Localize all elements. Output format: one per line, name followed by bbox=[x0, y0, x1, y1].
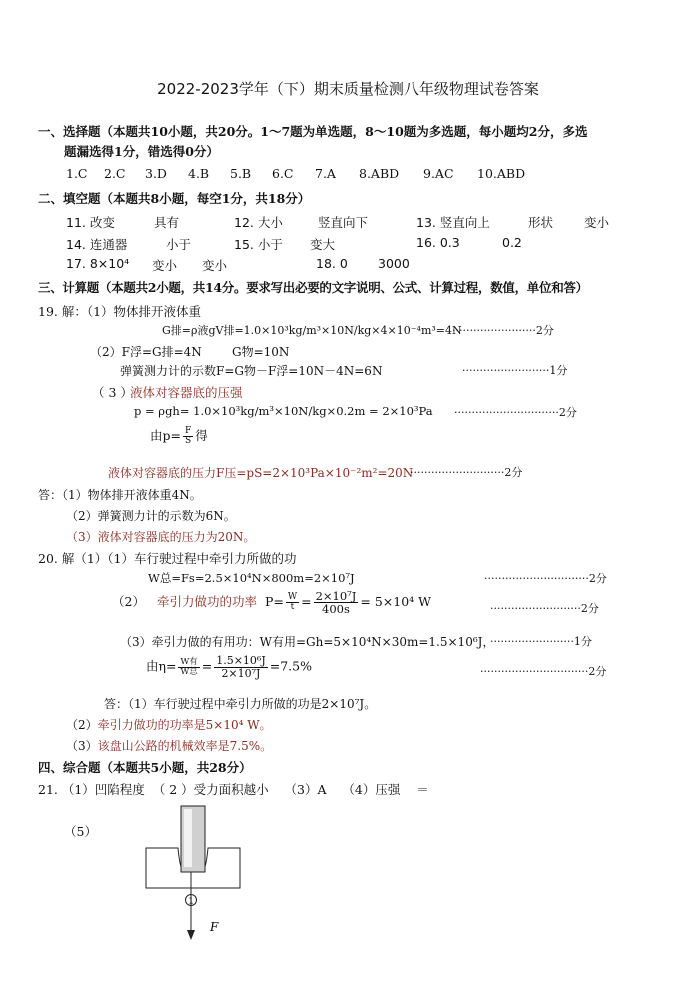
q20-eff-result: =7.5% bbox=[269, 658, 312, 674]
choice-answer: 8.ABD bbox=[359, 166, 400, 181]
section-1-heading-cont: 题漏选得1分，错选得0分） bbox=[64, 144, 219, 159]
q19-pressure-heading: 液体对容器底的压强 bbox=[130, 385, 243, 400]
q20-answer-3-text: 该盘山公路的机械效率是7.5%。 bbox=[97, 739, 273, 753]
fraction-denominator: 2×10⁷J bbox=[221, 666, 261, 680]
q19-from-text: 由p= bbox=[150, 428, 181, 443]
page-title: 2022-2023学年（下）期末质量检测八年级物理试卷答案 bbox=[157, 80, 539, 98]
section-1-heading: 一、选择题（本题共10小题，共20分。1～7题为单选题，8～10题为多选题，每小题均2分，多选 bbox=[38, 124, 588, 139]
fill-answer: 变小 bbox=[152, 258, 178, 273]
q20-power-fraction bbox=[286, 593, 299, 613]
q20-answer-2-label: （2） bbox=[66, 718, 98, 732]
q20-power-eq: P= bbox=[264, 594, 284, 610]
q20-answer-2 bbox=[66, 716, 272, 733]
q20-useful-work: （3）牵引力做的有用功：W有用=Gh=5×10⁴N×30m=1.5×10⁶J， bbox=[120, 635, 495, 649]
q20-score: ·······························2分 bbox=[480, 665, 607, 678]
q20-score: ······························2分 bbox=[484, 572, 607, 585]
q20-answer-1: 答：（1）车行驶过程中牵引力所做的功是2×10⁷J。 bbox=[104, 697, 377, 711]
fill-answer: 17. 8×10⁴ bbox=[66, 256, 130, 271]
fill-answer: 15. 小于 bbox=[234, 237, 283, 252]
fill-answer: 竖直向下 bbox=[318, 215, 369, 230]
fill-answer: 小于 bbox=[166, 237, 192, 252]
fill-answer: 11. 改变 bbox=[66, 215, 115, 230]
q20-power-result: = 5×10⁴ W bbox=[360, 594, 432, 610]
fraction-numerator: 1.5×10⁶J bbox=[216, 654, 266, 667]
q19-gpai-formula: G排=ρ液gV排=1.0×10³kg/m³×10N/kg×4×10⁻⁴m³=4N bbox=[162, 324, 462, 337]
choice-answers bbox=[66, 166, 525, 181]
q19-score: ·························1分 bbox=[462, 364, 568, 377]
q19-line-1: 19. 解：（1）物体排开液体重 bbox=[38, 304, 202, 319]
choice-answer: 7.A bbox=[315, 166, 336, 181]
q20-work-formula: W总=Fs=2.5×10⁴N×800m=2×10⁷J bbox=[148, 571, 355, 585]
q20-answer-3-label: （3） bbox=[66, 739, 98, 753]
q20-eff-fraction bbox=[178, 658, 199, 677]
q19-pressure-formula: p = ρgh= 1.0×10³kg/m³×10N/kg×0.2m = 2×10³Pa bbox=[134, 404, 433, 418]
pressing-block-highlight bbox=[184, 809, 192, 867]
choice-answer: 6.C bbox=[272, 166, 294, 181]
q19-weight: G物=10N bbox=[232, 345, 290, 359]
choice-answer: 1.C bbox=[66, 166, 88, 181]
q20-score: ··························2分 bbox=[490, 602, 599, 615]
circled-marker-label: 1 bbox=[188, 896, 194, 906]
q20-power-line bbox=[112, 590, 431, 615]
choice-answer: 10.ABD bbox=[477, 166, 526, 181]
fill-answer: 变小 bbox=[202, 258, 228, 273]
fill-answer: 13. 竖直向上 bbox=[416, 215, 490, 230]
q20-eff-prefix: 由η= bbox=[146, 658, 177, 674]
q20-score: ························1分 bbox=[490, 635, 592, 648]
q20-eff-eq: = bbox=[201, 658, 213, 674]
fill-answer: 形状 bbox=[528, 215, 554, 230]
fill-answer: 变小 bbox=[584, 215, 610, 230]
q21-answers: 21. （1）凹陷程度 （ 2 ）受力面积越小 （3）A （4）压强 ＝ bbox=[38, 782, 429, 797]
q19-answer-1: 答：（1）物体排开液体重4N。 bbox=[38, 488, 202, 502]
q19-from-suffix: 得 bbox=[195, 428, 208, 443]
q19-buoyancy: （2）F浮=G排=4N bbox=[90, 345, 202, 359]
fill-answer: 12. 大小 bbox=[234, 215, 283, 230]
fill-answer: 0.2 bbox=[502, 235, 522, 250]
choice-answer: 5.B bbox=[230, 166, 252, 181]
fraction-denominator: t bbox=[290, 602, 295, 613]
fraction-denominator: W总 bbox=[180, 666, 198, 677]
q20-answer-3 bbox=[66, 737, 272, 754]
q19-answer-2: （2）弹簧测力计的示数为6N。 bbox=[66, 509, 236, 523]
fill-answer: 16. 0.3 bbox=[416, 235, 460, 250]
q20-eff-value-fraction bbox=[214, 655, 268, 679]
q20-efficiency-line bbox=[146, 655, 312, 679]
sponge-diagram bbox=[140, 800, 250, 945]
q20-power-eq2: = bbox=[301, 594, 312, 610]
choice-answer: 4.B bbox=[188, 166, 210, 181]
q20-line-1: 20. 解（1）（1）车行驶过程中牵引力所做的功 bbox=[38, 551, 297, 566]
fill-answer: 18. 0 bbox=[316, 256, 348, 271]
fill-answer: 具有 bbox=[154, 215, 180, 230]
q20-power-heading: 牵引力做功的功率 bbox=[156, 594, 257, 610]
q20-answer-2-text: 牵引力做功的功率是5×10⁴ W。 bbox=[97, 718, 272, 732]
fraction-numerator: 2×10⁷J bbox=[315, 589, 357, 603]
fraction-denominator: 400s bbox=[322, 602, 350, 617]
q19-score: ······························2分 bbox=[454, 406, 577, 419]
force-arrowhead bbox=[187, 930, 195, 940]
fill-answer: 变大 bbox=[310, 237, 336, 252]
section-2-heading: 二、填空题（本题共8小题，每空1分，共18分） bbox=[38, 191, 311, 206]
fraction-numerator: W bbox=[287, 591, 298, 602]
q19-part3-label: （ 3 ） bbox=[92, 385, 133, 400]
q19-from-formula bbox=[150, 426, 208, 446]
fraction-denominator: S bbox=[185, 436, 192, 446]
choice-answer: 9.AC bbox=[423, 166, 454, 181]
force-label: F bbox=[210, 920, 219, 934]
section-3-heading: 三、计算题（本题共2小题，共14分。要求写出必要的文字说明、公式、计算过程，数值，单位和答） bbox=[38, 280, 588, 295]
section-4-heading: 四、综合题（本题共5小题，共28分） bbox=[38, 760, 252, 775]
q20-part2-label: （2） bbox=[112, 594, 145, 610]
q19-spring-reading: 弹簧测力计的示数F=G物－F浮=10N－4N=6N bbox=[120, 364, 383, 378]
q19-answer-3: （3）液体对容器底的压力为20N。 bbox=[66, 530, 256, 544]
q19-force-formula: 液体对容器底的压力F压=pS=2×10³Pa×10⁻²m²=20N bbox=[108, 466, 414, 480]
q19-score: ···························2分 bbox=[410, 466, 523, 479]
q19-fraction bbox=[183, 427, 193, 447]
fill-answer: 14. 连通器 bbox=[66, 237, 128, 252]
fraction-numerator: F bbox=[184, 425, 192, 436]
q21-part5-label: （5） bbox=[64, 824, 97, 839]
fill-answer: 3000 bbox=[378, 256, 410, 271]
choice-answer: 3.D bbox=[145, 166, 167, 181]
fraction-numerator: W有 bbox=[180, 656, 198, 667]
q19-score: ························2分 bbox=[452, 324, 554, 337]
choice-answer: 2.C bbox=[104, 166, 126, 181]
q20-power-value-fraction bbox=[314, 590, 359, 615]
